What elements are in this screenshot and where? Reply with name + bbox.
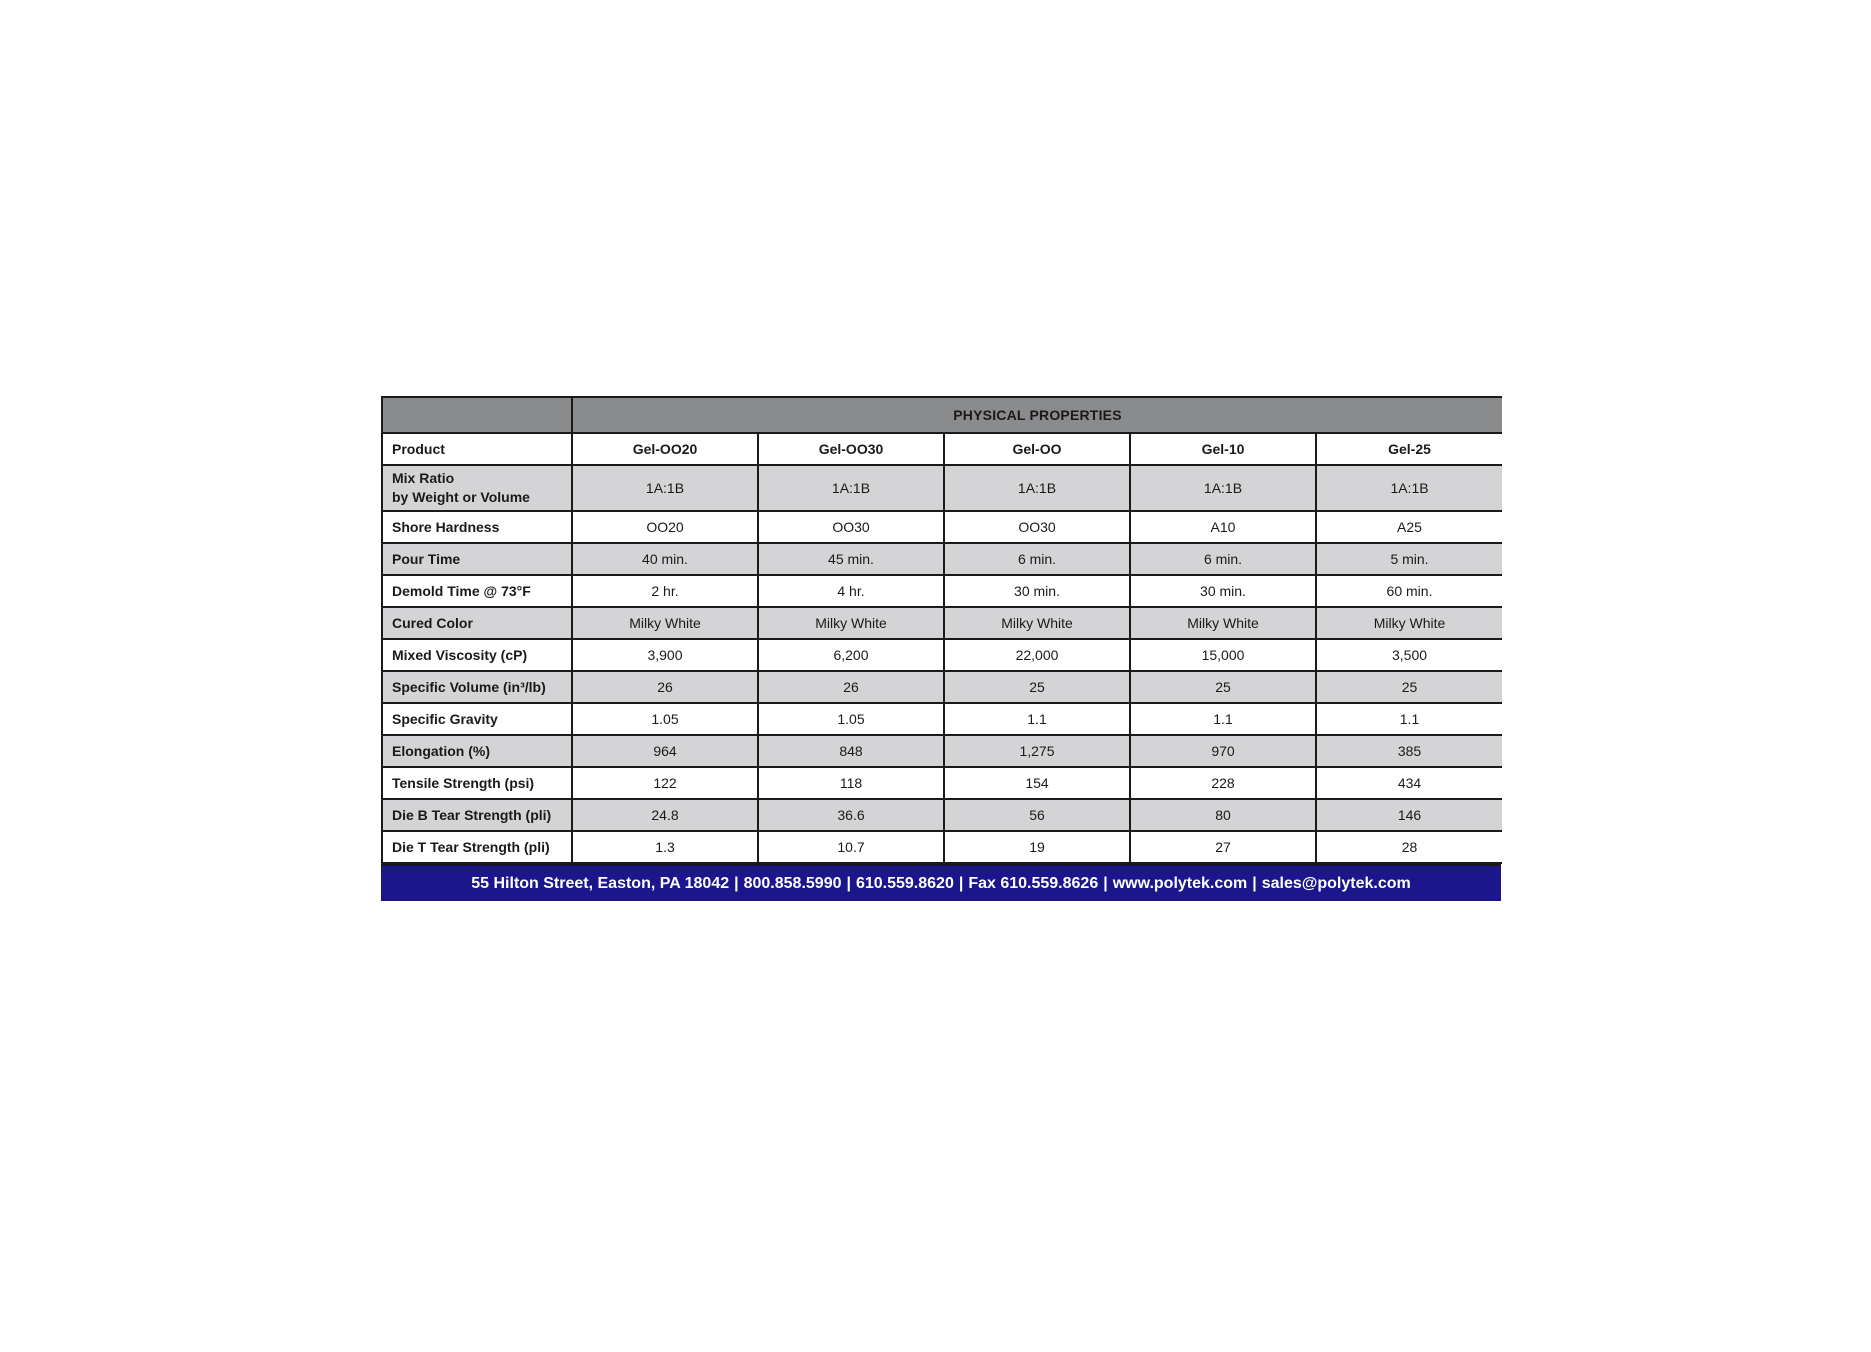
row-label: Tensile Strength (psi): [382, 767, 572, 799]
table-cell: 1A:1B: [572, 465, 758, 511]
table-row-tensile-strength: [382, 767, 1502, 799]
row-label: Specific Gravity: [382, 703, 572, 735]
table-row-cured-color: [382, 607, 1502, 639]
contact-footer: [381, 864, 1501, 901]
footer-phone: 610.559.8620: [855, 874, 954, 892]
table-cell: 970: [1130, 735, 1316, 767]
row-label: Demold Time @ 73°F: [382, 575, 572, 607]
table-cell: A25: [1316, 511, 1502, 543]
table-cell: 15,000: [1130, 639, 1316, 671]
table-row-pour-time: [382, 543, 1502, 575]
table-cell: 19: [944, 831, 1130, 863]
table-cell: 4 hr.: [758, 575, 944, 607]
table-cell: Milky White: [572, 607, 758, 639]
table-cell: 2 hr.: [572, 575, 758, 607]
table-cell: 1A:1B: [1316, 465, 1502, 511]
footer-phone-tollfree: 800.858.5990: [743, 874, 842, 892]
table-cell: OO30: [758, 511, 944, 543]
footer-separator: |: [1252, 874, 1257, 892]
table-cell: 385: [1316, 735, 1502, 767]
table-cell: 848: [758, 735, 944, 767]
table-corner-cell: [382, 397, 572, 433]
row-label: Mixed Viscosity (cP): [382, 639, 572, 671]
row-label: Specific Volume (in³/lb): [382, 671, 572, 703]
product-name: Gel-10: [1130, 433, 1316, 465]
row-label: Die B Tear Strength (pli): [382, 799, 572, 831]
table-cell: 30 min.: [1130, 575, 1316, 607]
table-title-row: [382, 397, 1502, 433]
table-title: PHYSICAL PROPERTIES: [572, 397, 1502, 433]
table-cell: 6 min.: [944, 543, 1130, 575]
table-cell: 964: [572, 735, 758, 767]
table-cell: 3,500: [1316, 639, 1502, 671]
table-cell: Milky White: [758, 607, 944, 639]
table-cell: 27: [1130, 831, 1316, 863]
table-cell: 5 min.: [1316, 543, 1502, 575]
footer-address: 55 Hilton Street, Easton, PA 18042: [471, 874, 730, 892]
table-cell: 1.1: [1130, 703, 1316, 735]
table-cell: 26: [758, 671, 944, 703]
table-cell: 28: [1316, 831, 1502, 863]
row-label: Elongation (%): [382, 735, 572, 767]
footer-website: www.polytek.com: [1112, 874, 1248, 892]
table-cell: 26: [572, 671, 758, 703]
table-row-demold-time: [382, 575, 1502, 607]
table-row-specific-volume: [382, 671, 1502, 703]
table-cell: 80: [1130, 799, 1316, 831]
table-row-die-t-tear: [382, 831, 1502, 863]
table-cell: 122: [572, 767, 758, 799]
table-cell: 30 min.: [944, 575, 1130, 607]
table-row-elongation: [382, 735, 1502, 767]
row-label-line: by Weight or Volume: [392, 489, 530, 505]
table-cell: 25: [1130, 671, 1316, 703]
physical-properties-sheet: [381, 396, 1501, 901]
table-cell: 6 min.: [1130, 543, 1316, 575]
row-label: Cured Color: [382, 607, 572, 639]
table-cell: A10: [1130, 511, 1316, 543]
table-cell: 1.05: [758, 703, 944, 735]
table-row-shore-hardness: [382, 511, 1502, 543]
table-cell: Milky White: [944, 607, 1130, 639]
table-cell: 154: [944, 767, 1130, 799]
table-cell: 1A:1B: [944, 465, 1130, 511]
row-label: Die T Tear Strength (pli): [382, 831, 572, 863]
table-cell: 3,900: [572, 639, 758, 671]
row-label-line: Mix Ratio: [392, 470, 455, 486]
table-row-mixed-viscosity: [382, 639, 1502, 671]
table-cell: 1.1: [944, 703, 1130, 735]
product-label: Product: [382, 433, 572, 465]
table-cell: 1,275: [944, 735, 1130, 767]
row-label: Shore Hardness: [382, 511, 572, 543]
product-header-row: [382, 433, 1502, 465]
physical-properties-table: [381, 396, 1502, 864]
table-cell: 25: [944, 671, 1130, 703]
table-cell: 40 min.: [572, 543, 758, 575]
product-name: Gel-OO20: [572, 433, 758, 465]
product-name: Gel-OO30: [758, 433, 944, 465]
table-cell: 1.05: [572, 703, 758, 735]
table-cell: 36.6: [758, 799, 944, 831]
table-cell: 24.8: [572, 799, 758, 831]
footer-separator: |: [846, 874, 851, 892]
footer-separator: |: [958, 874, 964, 892]
row-label: Pour Time: [382, 543, 572, 575]
table-row-die-b-tear: [382, 799, 1502, 831]
table-cell: 6,200: [758, 639, 944, 671]
row-label: [382, 465, 572, 511]
table-cell: 60 min.: [1316, 575, 1502, 607]
table-cell: 1A:1B: [758, 465, 944, 511]
footer-email: sales@polytek.com: [1261, 874, 1411, 892]
table-row-mix-ratio: [382, 465, 1502, 511]
table-cell: 118: [758, 767, 944, 799]
table-cell: 25: [1316, 671, 1502, 703]
table-cell: OO20: [572, 511, 758, 543]
table-cell: 146: [1316, 799, 1502, 831]
footer-separator: |: [1103, 874, 1108, 892]
table-cell: Milky White: [1316, 607, 1502, 639]
table-row-specific-gravity: [382, 703, 1502, 735]
product-name: Gel-25: [1316, 433, 1502, 465]
table-cell: 1.3: [572, 831, 758, 863]
table-cell: Milky White: [1130, 607, 1316, 639]
table-cell: 10.7: [758, 831, 944, 863]
table-cell: 1.1: [1316, 703, 1502, 735]
footer-separator: |: [734, 874, 739, 892]
table-cell: 434: [1316, 767, 1502, 799]
product-name: Gel-OO: [944, 433, 1130, 465]
table-cell: OO30: [944, 511, 1130, 543]
table-cell: 22,000: [944, 639, 1130, 671]
table-cell: 45 min.: [758, 543, 944, 575]
table-cell: 1A:1B: [1130, 465, 1316, 511]
footer-fax: Fax 610.559.8626: [968, 874, 1099, 892]
table-cell: 56: [944, 799, 1130, 831]
table-cell: 228: [1130, 767, 1316, 799]
